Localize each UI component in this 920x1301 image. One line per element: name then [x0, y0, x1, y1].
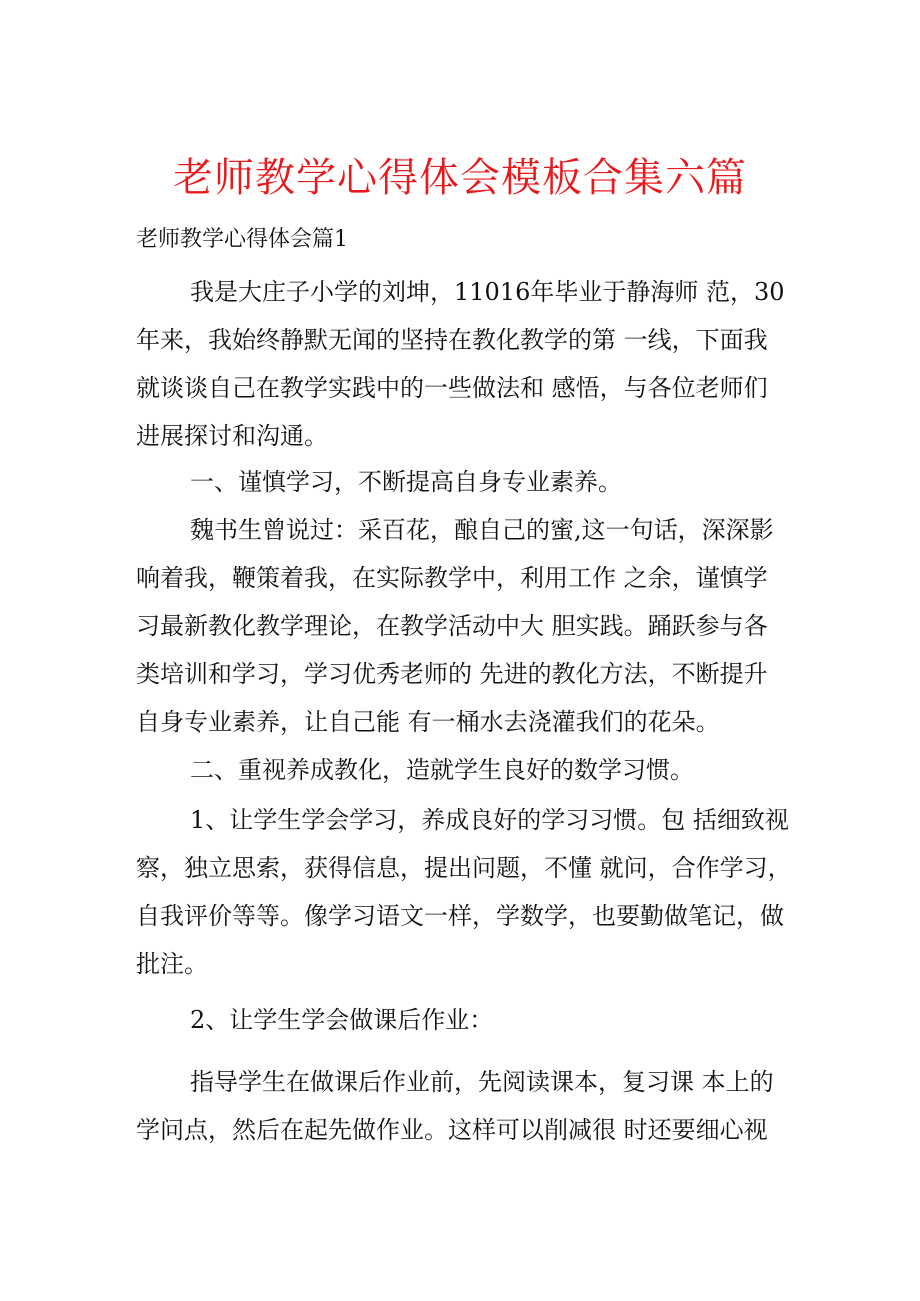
- heading-two: 二、重视养成教化，造就学生良好的数学习惯。: [190, 756, 694, 784]
- text-line: 响着我，鞭策着我，在实际教学中，利用工作 之余，谨慎学: [136, 564, 768, 592]
- text-line: 进展探讨和沟通。: [136, 422, 328, 450]
- text-line: 1、让学生学会学习，养成良好的学习习惯。包 括细致视: [190, 806, 789, 834]
- paragraph-homework: [136, 1058, 796, 1154]
- text-line: 自身专业素养，让自己能 有一桶水去浇灌我们的花朵。: [136, 708, 720, 736]
- text-line: 类培训和学习，学习优秀老师的 先进的教化方法，不断提升: [136, 660, 768, 688]
- text-line: 魏书生曾说过：采百花，酿自己的蜜,这一句话，深深影: [190, 516, 774, 544]
- text-line: 年来，我始终静默无闻的坚持在教化教学的第 一线，下面我: [136, 326, 768, 354]
- heading-one: 一、谨慎学习，不断提高自身专业素养。: [190, 468, 622, 496]
- heading-three: 2、让学生学会做课后作业：: [190, 1006, 494, 1034]
- text-line: 习最新教化教学理论，在教学活动中大 胆实践。踊跃参与各: [136, 612, 768, 640]
- paragraph-study: [136, 506, 796, 746]
- text-line: 我是大庄子小学的刘坤，11016年毕业于静海师 范，30: [190, 278, 785, 306]
- paragraph-intro: [136, 268, 796, 460]
- text-line: 批注。: [136, 950, 208, 978]
- document-title: 老师教学心得体会模板合集六篇: [173, 155, 747, 201]
- paragraph-habits: [136, 796, 796, 988]
- text-line: 察，独立思索，获得信息，提出问题，不懂 就问，合作学习，: [136, 854, 792, 882]
- text-line: 指导学生在做课后作业前，先阅读课本，复习课 本上的: [190, 1068, 774, 1096]
- text-line: 自我评价等等。像学习语文一样，学数学，也要勤做笔记，做: [136, 902, 784, 930]
- text-line: 学问点，然后在起先做作业。这样可以削减很 时还要细心视: [136, 1116, 768, 1144]
- section-subheading: 老师教学心得体会篇1: [136, 227, 348, 252]
- text-line: 就谈谈自己在教学实践中的一些做法和 感悟，与各位老师们: [136, 374, 768, 402]
